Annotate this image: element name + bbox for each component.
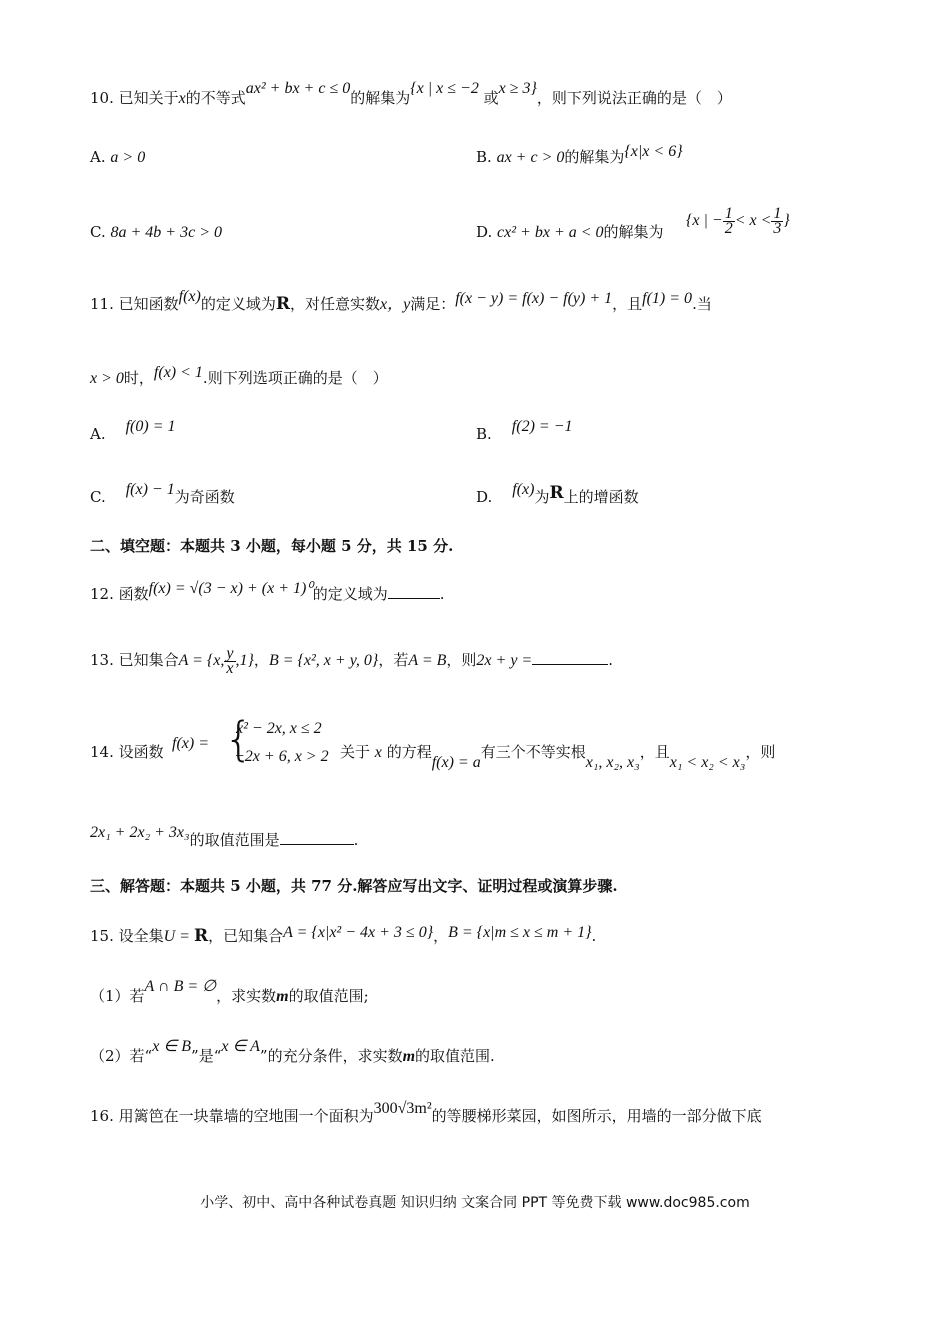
q16-text: 的等腰梯形菜园，如图所示，用墙的一部分做下底 [431, 1107, 762, 1125]
q15-end: . [591, 927, 597, 945]
q10-option-a [90, 147, 145, 168]
q16-prefix: 16. 用篱笆在一块靠墙的空地围一个面积为 [90, 1107, 374, 1125]
q10-suffix: ，则下列说法正确的是（ ） [536, 89, 732, 107]
answer-blank [388, 598, 440, 599]
q13-set-a-close: ,1} [235, 652, 254, 669]
q14-var: x [374, 744, 382, 761]
q12-prefix: 12. 函数 [90, 585, 149, 603]
q10-text2: 的解集为 [350, 89, 411, 107]
case-expr: −2x + 6, x > 2 [234, 748, 329, 765]
q16-stem [90, 1100, 762, 1127]
option-math: cx² + bx + a < 0 [497, 224, 604, 241]
answer-blank [280, 844, 354, 845]
q15-text: ，已知集合 [208, 927, 284, 945]
q14-text: 有三个不等实根 [480, 743, 586, 761]
q13-prefix: 13. 已知集合 [90, 651, 179, 669]
q15-comma: ， [433, 927, 449, 945]
q10-text: 的不等式 [185, 89, 246, 107]
q13-text: ，则 [446, 651, 477, 669]
q12-function: f(x) = √(3 − x) + (x + 1)⁰ [148, 580, 313, 597]
frac-num: y [226, 644, 234, 662]
case-expr: x² − 2x, x ≤ 2 [236, 720, 322, 737]
q11-option-d [476, 481, 639, 508]
section-3-heading: 三、解答题：本题共 5 小题，共 77 分.解答应写出文字、证明过程或演算步骤. [90, 877, 618, 895]
option-set: {x|x < 6} [624, 143, 683, 160]
set-open: {x | − [686, 212, 723, 229]
part-text: ，求实数 [216, 987, 277, 1005]
option-text: 上的增函数 [563, 488, 639, 506]
q14-order: x₁ < x₂ < x₃ [669, 754, 746, 771]
q12 [90, 580, 445, 605]
q11-f: f(x) [178, 288, 201, 305]
q14-text: 关于 [340, 743, 371, 761]
option-label: B. [476, 425, 492, 443]
q11-prefix: 11. 已知函数 [90, 295, 179, 313]
q15-U: U = [163, 928, 194, 945]
frac-den: 2 [724, 219, 733, 237]
frac-num: 1 [773, 204, 782, 222]
q13-set-b: B = {x², x + y, 0} [268, 652, 379, 669]
q11-text: 满足： [410, 295, 456, 313]
section-2-heading: 二、填空题：本题共 3 小题，每小题 5 分，共 15 分. [90, 537, 454, 555]
option-text: 为 [534, 488, 550, 506]
part-text: 的取值范围; [288, 987, 369, 1005]
option-math: f(0) = 1 [125, 418, 176, 435]
answer-blank [532, 664, 608, 665]
q16-area: 300√3m² [373, 1100, 432, 1117]
q11-option-a [90, 418, 176, 445]
q11-cond: x > 0 [90, 370, 124, 387]
var-m: m [276, 988, 289, 1005]
fraction-half [723, 204, 735, 237]
q14-piecewise [172, 720, 209, 752]
option-label: A. [90, 148, 106, 166]
part-text: ”是“ [191, 1047, 222, 1065]
option-math: 8a + 4b + 3c > 0 [110, 224, 222, 241]
q14-fx: f(x) = [172, 735, 209, 752]
part-text: ”的充分条件，求实数 [259, 1047, 403, 1065]
q13-comma: ， [253, 651, 269, 669]
q10-or: 或 [483, 89, 499, 107]
frac-num: 1 [724, 204, 733, 222]
q14-text: ，则 [745, 743, 776, 761]
q11-stem [90, 288, 712, 315]
set-close: } [783, 212, 790, 229]
page-footer: 小学、初中、高中各种试卷真题 知识归纳 文案合同 PPT 等免费下载 www.doc985.com [200, 1195, 750, 1211]
option-label: D. [476, 223, 493, 241]
option-label: C. [90, 488, 106, 506]
q10-option-c [90, 222, 222, 243]
q15-R: R [193, 926, 209, 946]
q10-option-b [476, 143, 683, 168]
option-label: C. [90, 223, 106, 241]
q13-eq: A = B [408, 652, 447, 669]
q14-end: . [353, 831, 359, 849]
q11-ineq: f(x) < 1 [153, 364, 203, 381]
q13-set-a-open: A = {x, [178, 652, 225, 669]
q10-set2: x ≥ 3} [498, 80, 537, 97]
q11-text: .当 [692, 295, 712, 313]
q10-inequality: ax² + bx + c ≤ 0 [245, 80, 351, 97]
part-math: A ∩ B = ∅ [144, 978, 217, 995]
option-text: 为奇函数 [174, 488, 235, 506]
q11-text: ，且 [612, 295, 643, 313]
q15-prefix: 15. 设全集 [90, 927, 164, 945]
q11-equation: f(x − y) = f(x) − f(y) + 1 [455, 290, 613, 307]
option-math: f(x) − 1 [125, 481, 175, 498]
q10-option-d [476, 222, 664, 243]
option-label: A. [90, 425, 106, 443]
option-text: 的解集为 [603, 223, 664, 241]
q11-stem-cont [90, 364, 388, 389]
part-math: x ∈ A [221, 1038, 260, 1055]
q10-stem [90, 80, 732, 109]
frac-den: 3 [773, 219, 782, 237]
q11-text: .则下列选项正确的是（ ） [202, 369, 388, 387]
q11-f1: f(1) = 0 [642, 290, 693, 307]
q14-case1 [236, 718, 322, 739]
q12-text: 的定义域为 [312, 585, 388, 603]
frac-den: x [226, 659, 234, 677]
option-label: D. [476, 488, 493, 506]
q13-expr: 2x + y = [476, 652, 533, 669]
set-mid: < x < [734, 212, 772, 229]
q14-stem-rest [340, 742, 776, 771]
q14-expr: 2x₁ + 2x₂ + 3x₃ [90, 824, 190, 841]
q11-R: R [275, 294, 290, 314]
q13-text: ，若 [378, 651, 409, 669]
q15-part1 [90, 978, 369, 1007]
q11-vars: x，y [380, 296, 411, 313]
q14-prefix: 14. 设函数 [90, 743, 164, 761]
part-label: （1）若 [90, 987, 145, 1005]
q15-set-a: A = {x|x² − 4x + 3 ≤ 0} [283, 924, 434, 941]
q11-option-b [476, 418, 573, 445]
q11-text: 的定义域为 [200, 295, 276, 313]
option-math: a > 0 [110, 149, 146, 166]
q14-case2 [234, 746, 329, 767]
option-R: R [549, 483, 564, 503]
q15-part2 [90, 1038, 495, 1067]
part-text: 的取值范围. [415, 1047, 495, 1065]
q11-text: 时， [123, 369, 154, 387]
option-math: f(2) = −1 [511, 418, 573, 435]
q11-option-c [90, 481, 235, 508]
option-label: B. [476, 148, 492, 166]
q14-text: ，且 [639, 743, 670, 761]
q14-stem-cont [90, 824, 359, 851]
q13-end: . [608, 651, 613, 669]
option-text: 的解集为 [564, 148, 625, 166]
q13-fraction [224, 644, 235, 677]
part-math: x ∈ B [152, 1038, 192, 1055]
q10-prefix: 10. 已知关于 [90, 89, 179, 107]
option-math: f(x) [512, 481, 535, 498]
q14-text: 的取值范围是 [189, 831, 280, 849]
q14-roots: x₁, x₂, x₃ [585, 754, 640, 771]
q10-d-set [686, 203, 790, 238]
q14-text: 的方程 [386, 743, 432, 761]
q15-stem [90, 926, 596, 947]
q11-text: ，对任意实数 [289, 295, 380, 313]
var-m: m [402, 1048, 416, 1065]
option-math: ax + c > 0 [496, 149, 565, 166]
q12-end: . [439, 585, 445, 603]
piecewise-brace: { [224, 712, 254, 766]
fraction-third [771, 204, 783, 237]
part-label: （2）若“ [90, 1047, 153, 1065]
q14-stem [90, 742, 164, 762]
q10-set1: {x | x ≤ −2 [410, 80, 479, 97]
q10-var: x [178, 90, 186, 107]
q14-eq: f(x) = a [431, 754, 481, 771]
q15-set-b: B = {x|m ≤ x ≤ m + 1} [448, 924, 592, 941]
q13 [90, 640, 613, 681]
